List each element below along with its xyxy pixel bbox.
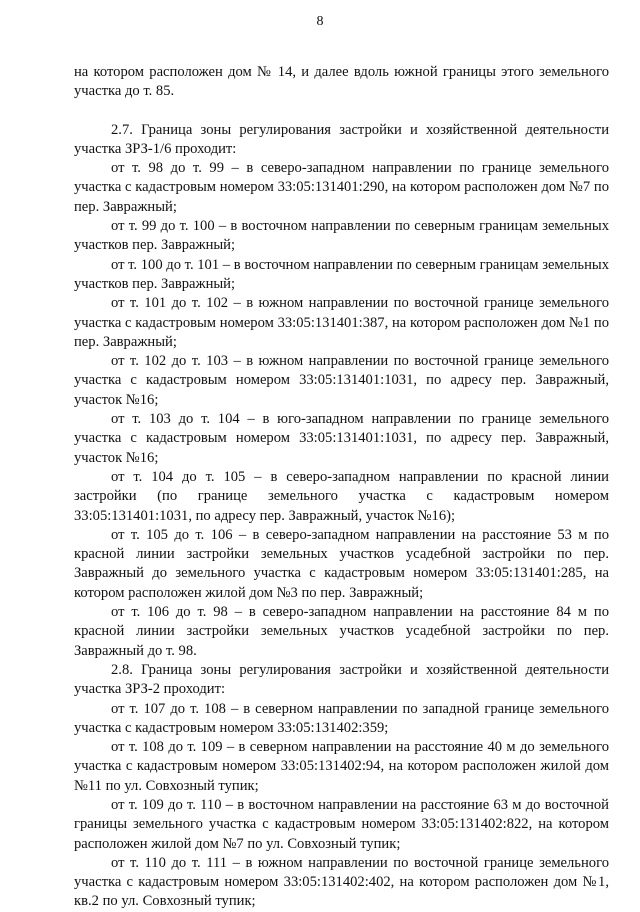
paragraph: от т. 103 до т. 104 – в юго-западном направлении по границе земельного участка с кадастровым номером 33:05:131401:1031, по адресу пер. Завражный, участок №16; xyxy=(74,411,609,466)
paragraph: на котором расположен дом № 14, и далее вдоль южной границы этого земельного участка до т. 85. xyxy=(74,64,609,100)
paragraph: от т. 110 до т. 111 – в южном направлении по восточной границе земельного участка с кадастровым номером 33:05:131402:402, на котором расположен дом №1, кв.2 по ул. Совхозный тупик; xyxy=(74,854,609,910)
paragraph: от т. 107 до т. 108 – в северном направлении по западной границе земельного участка с кадастровым номером 33:05:131402:359; xyxy=(74,700,609,736)
paragraph: от т. 101 до т. 102 – в южном направлении по восточной границе земельного участка с кадастровым номером 33:05:131401:387, на котором расположен дом №1 по пер. Завражный; xyxy=(74,295,609,350)
paragraph: от т. 106 до т. 98 – в северо-западном направлении на расстояние 84 м по красной линии застройки земельных участков усадебной застройки по пер. Завражный до т. 98. xyxy=(74,604,609,659)
paragraph: от т. 102 до т. 103 – в южном направлении по восточной границе земельного участка с кадастровым номером 33:05:131401:1031, по адресу пер. Завражный, участок №16; xyxy=(74,353,609,408)
paragraph: от т. 104 до т. 105 – в северо-западном направлении по красной линии застройки (по границе земельного участка с кадастровым номером 33:05:131401:1031, по адресу пер. Завражный, участок №16); xyxy=(74,468,609,524)
paragraph: от т. 108 до т. 109 – в северном направлении на расстояние 40 м до земельного участка с кадастровым номером 33:05:131402:94, на котором расположен жилой дом №11 по ул. Совхозный тупик; xyxy=(74,739,609,794)
page-number: 8 xyxy=(316,14,324,29)
paragraph: от т. 98 до т. 99 – в северо-западном направлении по границе земельного участка с кадастровым номером 33:05:131401:290, на котором расположен дом №7 по пер. Завражный; xyxy=(74,160,609,215)
paragraph: 2.7. Граница зоны регулирования застройки и хозяйственной деятельности участка ЗРЗ-1/6 проходит: xyxy=(74,121,609,157)
document-body xyxy=(74,63,609,912)
paragraph: от т. 99 до т. 100 – в восточном направлении по северным границам земельных участков пер. Завражный; xyxy=(74,218,609,254)
paragraph: от т. 105 до т. 106 – в северо-западном направлении на расстояние 53 м по красной линии застройки земельных участков усадебной застройки по пер. Завражный до земельного участка с кадастровым номером 33:05:131401:285, на котором расположен жилой дом №3 по пер. Завражный; xyxy=(74,526,609,601)
paragraph: от т. 100 до т. 101 – в восточном направлении по северным границам земельных участков пер. Завражный; xyxy=(74,256,609,292)
paragraph: от т. 109 до т. 110 – в восточном направлении на расстояние 63 м до восточной границы земельного участка с кадастровым номером 33:05:131402:822, на котором расположен жилой дом №7 по ул. Совхозный тупик; xyxy=(74,796,609,852)
paragraph: 2.8. Граница зоны регулирования застройки и хозяйственной деятельности участка ЗРЗ-2 проходит: xyxy=(74,661,609,698)
